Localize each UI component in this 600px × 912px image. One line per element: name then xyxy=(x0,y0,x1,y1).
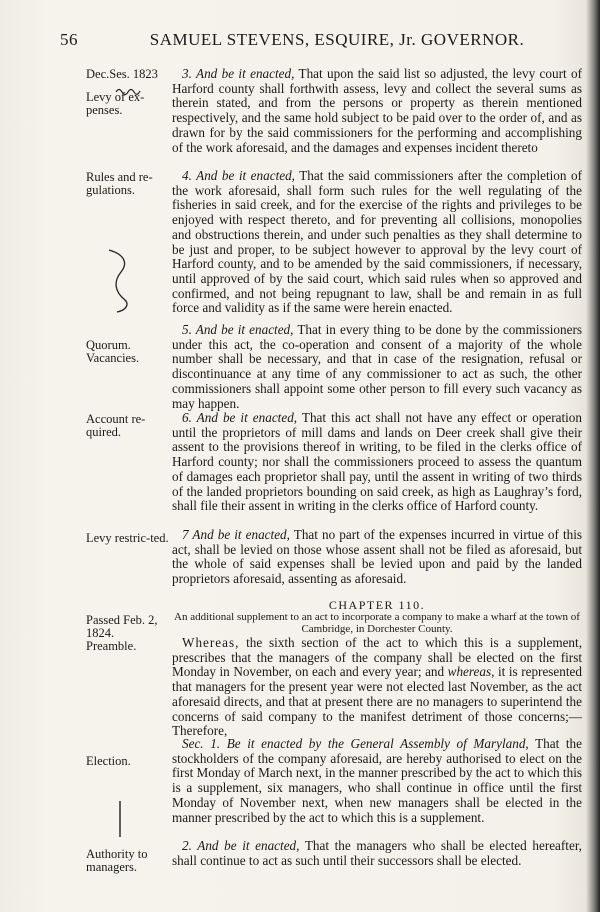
running-header xyxy=(60,30,582,50)
page-number: 56 xyxy=(60,30,78,49)
chapter-heading: CHAPTER 110. xyxy=(328,598,426,612)
section-7-paragraph xyxy=(172,528,582,587)
margin-note-levy-restricted: Levy restric-ted. xyxy=(86,531,169,545)
margin-note-election: Election. xyxy=(86,754,131,768)
sec-1-paragraph xyxy=(172,737,582,825)
section-3-lead: 3. And be it enacted, xyxy=(182,66,295,81)
preamble-part-2: it is represented that managers for the present year were not elected last November, as the act aforesaid directs, and that at present there are no managers to superintend the concerns of said company to the manifest detriment of those concerns;—Therefore, xyxy=(172,664,582,739)
margin-note-authority: Authority to managers. xyxy=(86,847,148,874)
running-title: SAMUEL STEVENS, ESQUIRE, Jr. GOVERNOR. xyxy=(149,30,525,49)
preamble-whereas-2: whereas, xyxy=(447,664,495,680)
page-binding-shadow xyxy=(586,0,600,912)
section-7-lead: 7 And be it enacted, xyxy=(182,527,290,542)
preamble-part-1: the sixth section of the act to which this is a supplement, prescribes that the managers of the company shall be elected on the first Monday in November, on each and every year; and xyxy=(172,635,582,680)
section-4-lead: 4. And be it enacted, xyxy=(182,168,295,183)
handwritten-vertical-mark xyxy=(117,800,123,838)
preamble-lead: Whereas, xyxy=(182,635,240,650)
handwritten-bracket-mark xyxy=(107,248,133,314)
section-7-text: That no part of the expenses incurred in virtue of this act, shall be levied on those whose assent shall not be filed as aforesaid, but the whole of said expenses shall be levied upon and paid by the landed proprietors aforesaid, assenting as aforesaid. xyxy=(172,527,582,587)
margin-note-levy: Levy of ex-penses. xyxy=(86,90,145,117)
section-6-text: That this act shall not have any effect or operation until the proprietors of mill dams and lands on Deer creek shall give their assent to the provisions thereof in writing, to be filed in the clerks office of Harford county; nor shall the commissioners proceed to assess the quantum of damages each proprietor shall pay, until the assent in writing of two thirds of the landed proprietors bounding on said creek, as high as Laughray’s ford, shall file their assent in writing in the clerks office of Harford county. xyxy=(172,410,582,514)
preamble-paragraph xyxy=(172,636,582,739)
section-4-text: That the said commissioners after the completion of the work aforesaid, shall form such rules for the well regulating of the fisheries in said creek, and for the exercise of the rights and privileges to be enjoyed with respect thereto, and for preventing all collisions, monopolies and obstructions therein, and under such penalties as they shall determine to be just and proper, to be subject however to approval by the levy court of Harford county, and to be amended by the said commissioners, if necessary, until approved of by the said court, which said rules when so approved and confirmed, and not being repugnant to law, shall be and remain in as full force and validity as if the same were herein enacted. xyxy=(172,168,582,316)
section-6-paragraph xyxy=(172,411,582,514)
section-6-lead: 6. And be it enacted, xyxy=(182,410,298,425)
sec-2-paragraph xyxy=(172,839,582,868)
margin-note-preamble: Preamble. xyxy=(86,639,137,653)
sec-1-lead: Sec. 1. Be it enacted by the General Assembly of Maryland, xyxy=(182,736,529,751)
section-3-paragraph xyxy=(172,67,582,155)
section-5-lead: 5. And be it enacted, xyxy=(182,322,294,337)
margin-note-account: Account re-quired. xyxy=(86,412,146,439)
margin-note-rules: Rules and re-gulations. xyxy=(86,170,153,197)
chapter-summary: An additional supplement to an act to incorporate a company to make a wharf at the town of Cambridge, in Dorchester County. xyxy=(174,611,580,635)
sec-1-text: That the stockholders of the company aforesaid, are hereby authorised to elect on the first Monday of March next, in the manner prescribed by the act to which this is a supplement, six managers, who shall continue in office until the first Monday of November next, when new managers shall be elected in the manner prescribed by the act to which this is a supplement. xyxy=(172,736,582,825)
margin-note-passed: Passed Feb. 2, 1824. xyxy=(86,613,158,640)
sec-2-text: That the managers who shall be elected hereafter, shall continue to act as such until their successors shall be elected. xyxy=(172,838,582,868)
section-5-paragraph xyxy=(172,323,582,411)
margin-note-session: Dec.Ses. 1823 xyxy=(86,67,158,81)
margin-note-quorum: Quorum. Vacancies. xyxy=(86,338,140,365)
section-3-text: That upon the said list so adjusted, the levy court of Harford county shall forthwith assess, levy and collect the several sums as therein stated, and from the persons or property as therein mentioned respectively, and the same hold subject to be paid over to the order of, and as drawn for by the said commissioners for the performing and accomplishing of the work aforesaid, and the damages and expenses incident thereto xyxy=(172,66,582,155)
section-4-paragraph xyxy=(172,169,582,316)
sec-2-lead: 2. And be it enacted, xyxy=(182,838,300,853)
section-5-text: That in every thing to be done by the commissioners under this act, the co-operation and consent of a majority of the whole number shall be necessary, and that in case of the resignation, refusal or discontinuance at any time of any commissioner to act as such, the other commissioners shall appoint some other person to fill every such vacancy as may happen. xyxy=(172,322,582,411)
